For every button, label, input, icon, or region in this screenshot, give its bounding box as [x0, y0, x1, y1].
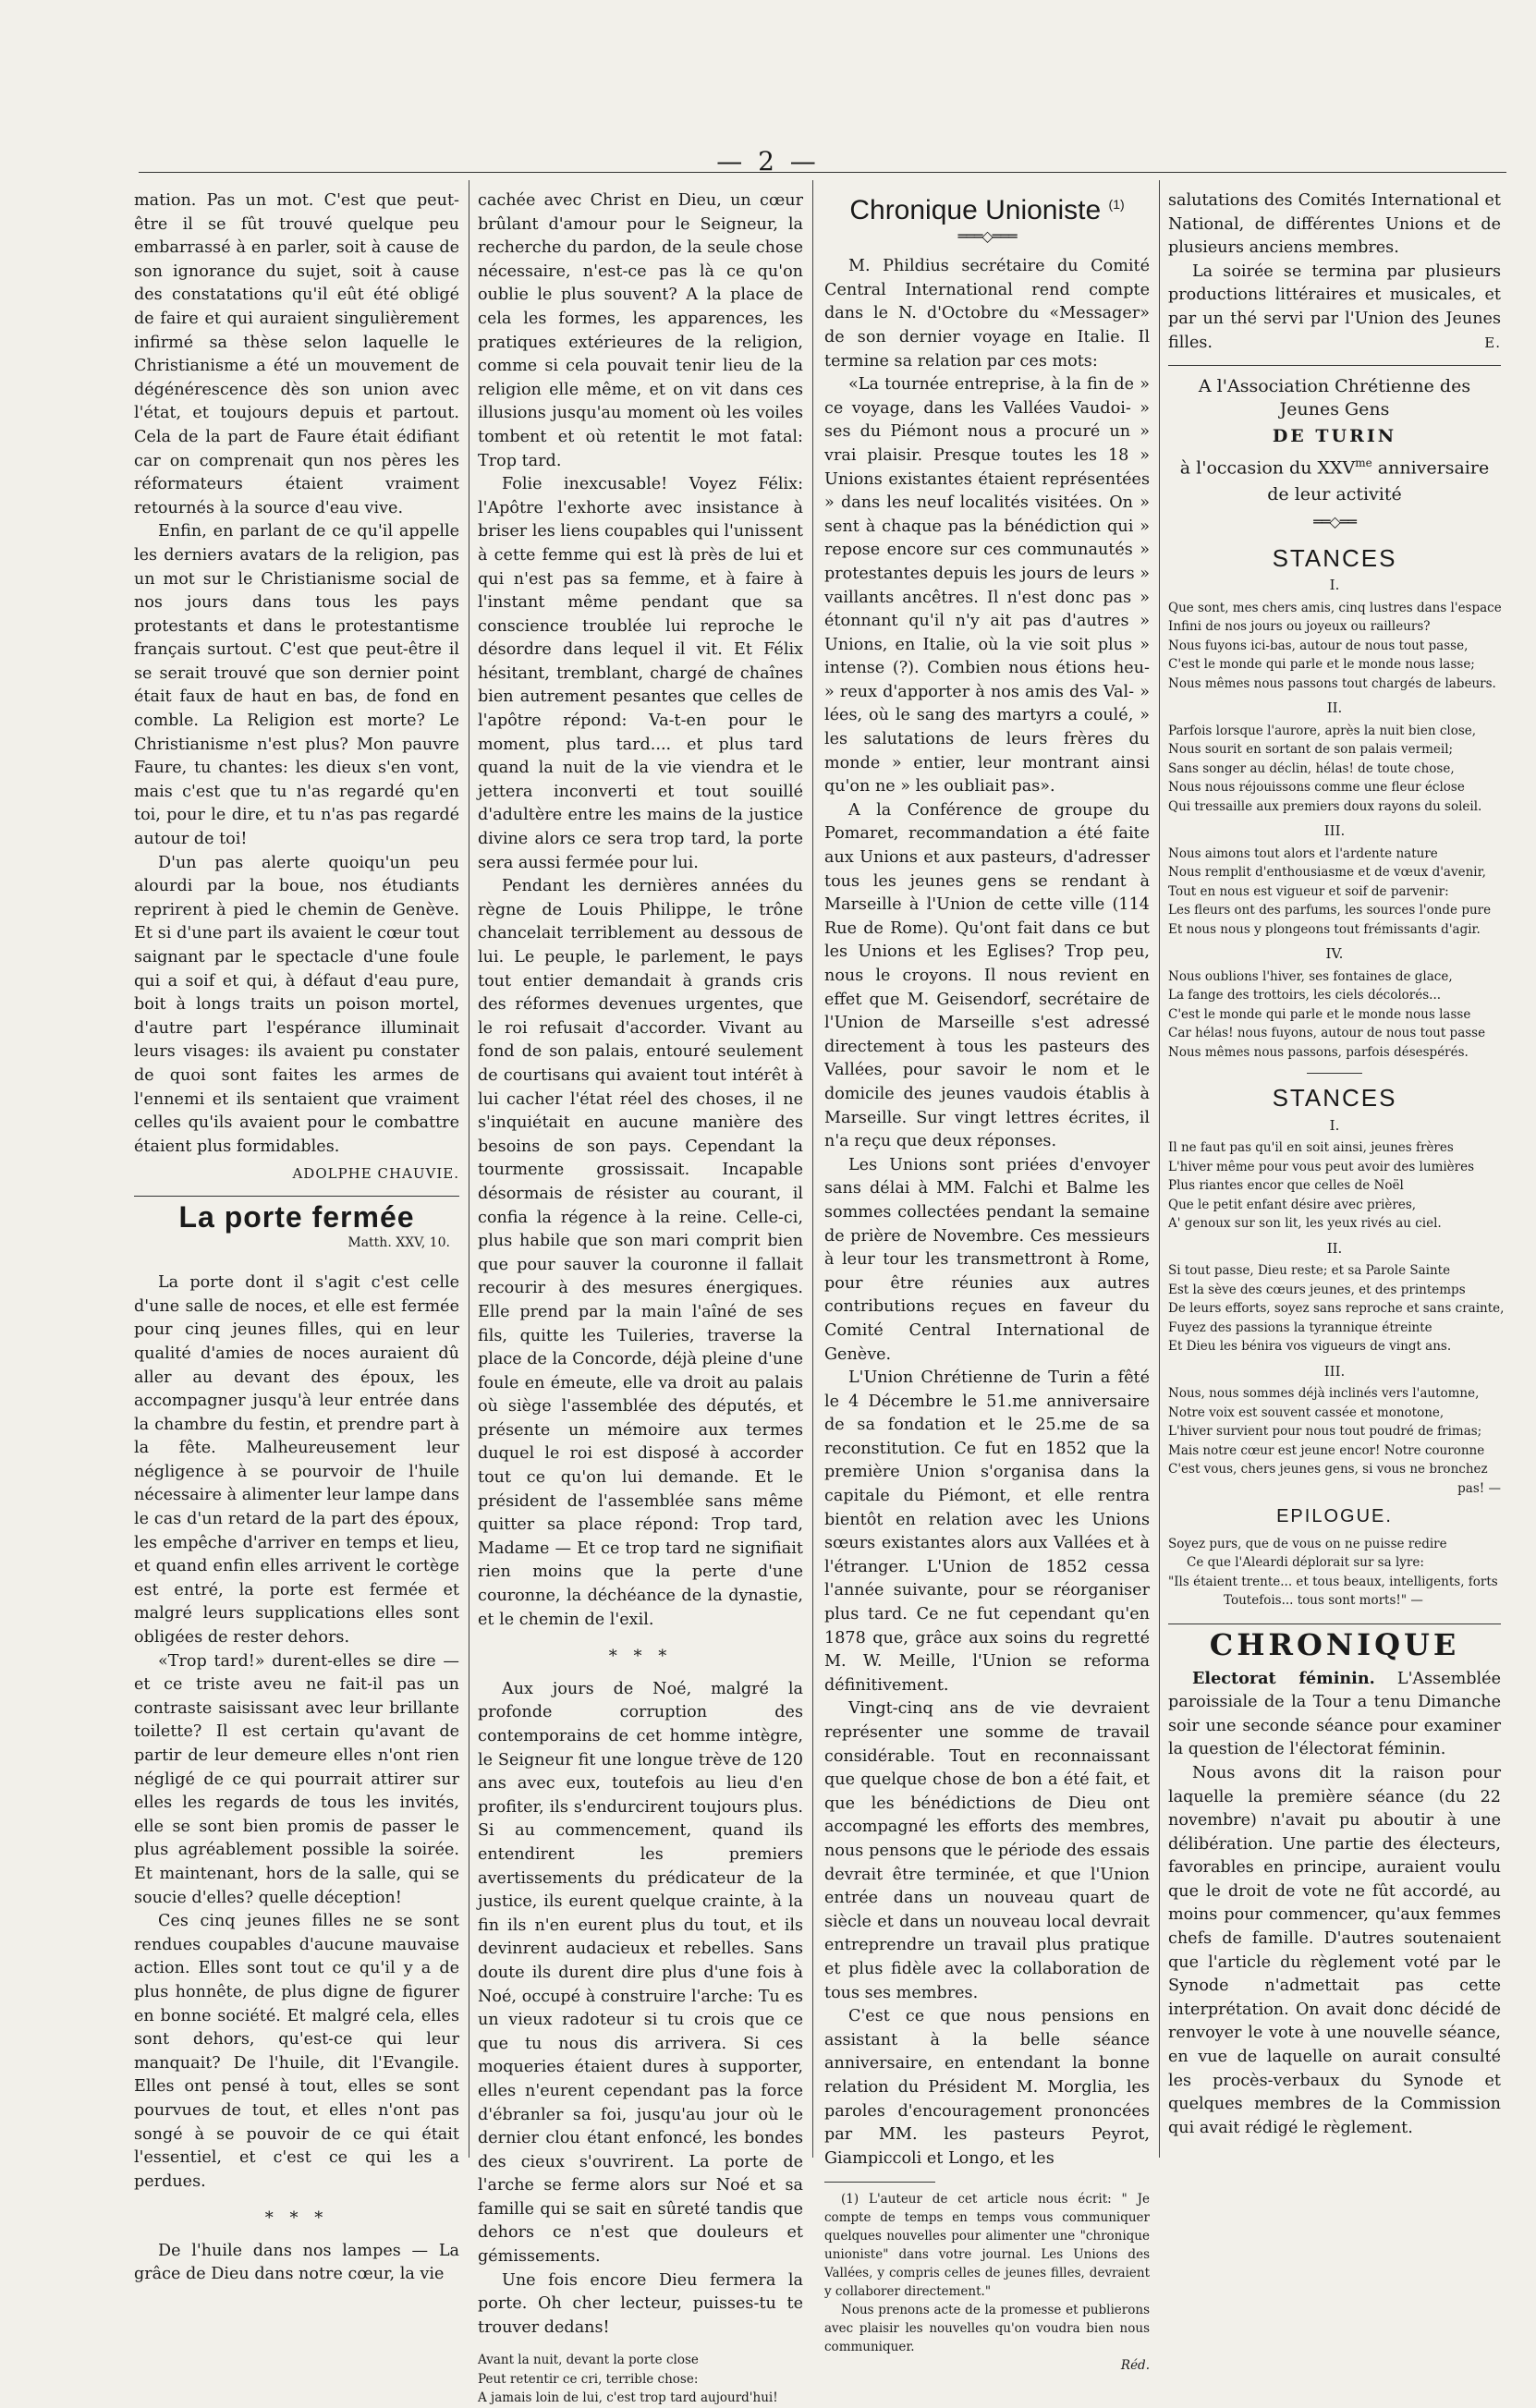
paragraph: cachée avec Christ en Dieu, un cœur brûlant d'amour pour le Seigneur, la recherche du pardon, de la seule chose nécessaire, n'est-ce pas là ce qu'on oublie le plus souvent? A la place de cela les formes, les apparences, les pratiques extérieures de la religion, comme si cela pouvait tenir lieu de la religion elle même, et on vit dans ces illusions jusqu'au moment où les voiles tombent et où retentit le mot fatal: Trop tard. — [478, 191, 803, 470]
section-title-text: Chronique Unioniste — [849, 195, 1102, 225]
stanza-number: III. — [1323, 822, 1346, 840]
verse-line: Et Dieu les bénira vos vigueurs de vingt ans. — [1168, 1339, 1452, 1355]
paragraph: Les Unions sont priées d'envoyer sans délai à MM. Falchi et Balme les sommes collectées pendant la semaine de prière de Novembre. Ces messieurs à leur tour les transmettront à Rome, pour être réunies aux autres contributions reçues en faveur du Comité Central International de Genève. — [824, 1155, 1150, 1364]
verse-line: Nous sourit en sortant de son palais vermeil; — [1168, 742, 1454, 758]
stanza-number: III. — [1323, 1362, 1346, 1380]
paragraph: Folie inexcusable! Voyez Félix: l'Apôtre l'exhorte avec insistance à briser les liens coupables qui l'unissent à cette femme qui est là près de lui et qui n'est pas sa femme, et à faire à l'instant même pendant que sa conscience troublée lui reproche le désordre dans lequel il vit. Et Félix hésitant, tremblant, chargé de chaînes bien autrement pesantes que celles de l'apôtre répond: Va-t-en pour le moment, plus tard.... et plus tard quand la nuit de la vie viendra et le jettera inconverti et tout souillé d'adultère entre les mains de la justice divine alors ce sera trop tard, la porte sera aussi fermée pour lui. — [478, 475, 803, 872]
paragraph — [1168, 1667, 1501, 1762]
paragraph: De l'huile dans nos lampes — La grâce de Dieu dans notre cœur, la vie — [134, 2241, 459, 2284]
author-signature: ADOLPHE CHAUVIE. — [292, 1165, 459, 1183]
poem-title: STANCES — [1272, 1084, 1397, 1113]
verse-line: "Ils étaient trente... et tous beaux, intelligents, forts — [1168, 1574, 1498, 1589]
section-title — [824, 193, 1150, 223]
dedication-line — [1168, 452, 1501, 480]
ornament-flourish: ═══◇═══ — [957, 226, 1017, 245]
poem-title: STANCES — [1272, 543, 1397, 572]
verse-line: A jamais loin de lui, c'est trop tard aujourd'hui! — [478, 2390, 778, 2406]
verse-line: Nous, nous sommes déjà inclinés vers l'automne, — [1168, 1386, 1480, 1402]
footnote-text: Nous prenons acte de la promesse et publierons avec plaisir les nouvelles qu'on voudra bien nous communiquer. — [824, 2303, 1150, 2355]
paragraph-text: L'Assemblée paroissiale de la Tour a tenu Dimanche soir une seconde séance pour examiner la question de l'électorat féminin. — [1168, 1669, 1501, 1759]
paragraph-lead: Electorat féminin. — [1192, 1668, 1375, 1688]
stanza-number: I. — [1329, 577, 1340, 594]
column-rule — [1159, 180, 1160, 2158]
poem-divider — [1307, 1073, 1362, 1074]
footnote-text: (1) L'auteur de cet article nous écrit: " Je compte de temps en temps vous communiquer quelques nouvelles pour alimenter une "chronique unioniste" dans votre journal. Les Unions des Vallées, y compris celles de jeunes filles, devraient y collaborer directement." — [824, 2192, 1150, 2300]
paragraph: salutations des Comités International et National, de différentes Unions et de plusieurs anciens membres. — [1168, 191, 1501, 258]
ordinal-suffix: me — [1355, 456, 1372, 469]
verse-line: Les fleurs ont des parfums, les sources l'onde pure — [1168, 903, 1492, 918]
verse-line: Nous remplit d'enthousiasme et de vœux d'avenir, — [1168, 865, 1486, 881]
section-divider — [1168, 365, 1501, 366]
verse-line: Que sont, mes chers amis, cinq lustres dans l'espace — [1168, 600, 1502, 615]
paragraph: L'Union Chrétienne de Turin a fêté le 4 Décembre le 51.me anniversaire de sa fondation et le 25.me de sa reconstitution. Ce fut en 1852 que la première Union s'organisa dans la capitale du Piémont, et elle rentra bientôt en relation avec les Unions sœurs existantes alors aux Vallées et à l'étranger. L'Union de 1852 cessa l'année suivante, pour se réorganiser plus tard. Ce ne fut cependant qu'en 1878 que, grâce aux soins du regretté M. W. Meille, l'Union se reforma définitivement. — [824, 1368, 1150, 1695]
paragraph: Aux jours de Noé, malgré la profonde corruption des contemporains de cet homme intègre, le Seigneur fit une longue trève de 120 ans avec eux, toutefois au lieu d'en profiter, ils s'endurcirent toujours plus. Si au commencement, quand ils entendirent les premiers avertissements du prédicateur de la justice, ils eurent quelque crainte, à la fin ils n'en eurent plus du tout, et ils devinrent audacieux et rebelles. Sans doute ils durent dire plus d'une fois à Noé, occupé à construire l'arche: Tu es un vieux radoteur si tu crois que ce que tu nous dis arrivera. Si ces moqueries étaient dures à supporter, elles n'eurent cependant pas la force d'ébranler sa foi, jusqu'au jour où le dernier clou étant enfoncé, les bondes des cieux s'ouvrirent. La porte de l'arche se ferme alors sur Noé et sa famille qui se sait en sûreté tandis que dehors ce n'est que douleurs et gémissements. — [478, 1679, 803, 2267]
verse-line: Nous mêmes nous passons, parfois désespérés. — [1168, 1044, 1469, 1060]
dedication-line: de leur activité — [1267, 484, 1402, 505]
paragraph: «Trop tard!» durent-elles se dire — et ce triste aveu ne fait-il pas un contraste saisissant avec leur brillante toilette? Il est certain qu'avant de partir de leur demeure elles n'ont rien négligé de ce qui pourrait attirer sur elles les regards de tous les invités, elle se sont bien promis de passer le plus agréablement possible la soirée. Et maintenant, hors de la salle, qui se soucie d'elles? quelle déception! — [134, 1651, 459, 1907]
quotation: «La tournée entreprise, à la fin de » ce voyage, dans les Vallées Vaudoi- » ses du Piémont nous a procuré un » vrai plaisir. Presque toutes les 18 » Unions existantes étaient représentées » dans les neuf localités visitées. On » sent à chaque pas la bénédiction qui » repose encore sur ces communautés » protestantes depuis les jours de leurs » vaillants ancêtres. Il n'est donc pas » étonnant qu'il n'y ait pas d'autres » Unions, en Italie, où la vie soit plus » intense (?). Combien nous étions heu- » reux d'apporter à nos amis des Val- » lées, où le sang des martyrs a coulé, » les salutations de leurs frères du monde » entier, leur montrant ainsi qu'on ne » les oubliait pas». — [824, 375, 1150, 797]
verse-line: Est la sève des cœurs jeunes, et des printemps — [1168, 1282, 1466, 1297]
verse-line: De leurs efforts, soyez sans reproche et sans crainte, — [1168, 1301, 1505, 1317]
paragraph: Ces cinq jeunes filles ne se sont rendues coupables d'aucune mauvaise action. Elles sont tout ce qu'il y a de plus honnête, de plus digne de figurer en bonne société. Et malgré cela, elles sont dehors, qu'est-ce qui leur manquait? De l'huile, dit l'Evangile. Elles ont pensé à tout, elles se sont pourvues de tout, et elles n'ont pas songé à se pouvoir de ce qui était l'essentiel, et c'est ce qui les a perdues. — [134, 1912, 459, 2191]
verse-line: Plus riantes encor que celles de Noël — [1168, 1178, 1404, 1194]
verse-line: Notre voix est souvent cassée et monotone, — [1168, 1405, 1445, 1420]
dedication-city: DE TURIN — [1272, 425, 1397, 446]
paragraph: Nous avons dit la raison pour laquelle la première séance (du 22 novembre) n'avait pu aboutir à une délibération. Une partie des électeurs, favorables en principe, auraient voulu que le droit de vote ne fût accordé, au moins pour commencer, qu'aux femmes chefs de famille. D'autres soutenaient que l'article du règlement voté par le Synode n'admettait pas cette interprétation. On avait donc décidé de renvoyer le vote à une nouvelle séance, en vue de laquelle on aurait consulté les procès-verbaux du Synode et quelques membres de la Commission qui avait rédigé le règlement. — [1168, 1763, 1501, 2137]
paragraph: A la Conférence de groupe du Pomaret, recommandation a été faite aux Unions et aux pasteurs, d'adresser tous les jeunes gens se rendant à Marseille à l'Union de cette ville (114 Rue de Rome). Qu'ont fait dans ce but les Unions et les Eglises? Trop peu, nous le croyons. Il nous revient en effet que M. Geisendorf, secrétaire de l'Union de Marseille s'est adressé directement à tous les pasteurs des Vallées, pour savoir le nom et le domicile des jeunes vaudois établis à Marseille. Sur vingt lettres écrites, il n'a reçu que deux réponses. — [824, 800, 1150, 1151]
verse-line: Nous nous réjouissons comme une fleur éclose — [1168, 780, 1465, 796]
author-signature: E. — [1484, 334, 1501, 352]
verse-line: Peut retentir ce cri, terrible chose: — [478, 2371, 699, 2387]
epilogue-title: EPILOGUE. — [1276, 1506, 1393, 1527]
paragraph: Pendant les dernières années du règne de Louis Philippe, le trône chancelait terriblement au dessous de lui. Le peuple, le parlement, le pays tout entier demandait à grands cris des réformes devenues urgentes, que le roi refusait d'accorder. Vivant au fond de son palais, entouré seulement de courtisans qui avaient tout intérêt à lui cacher l'état réel des choses, il ne s'inquiétait en aucune manière des besoins de son pays. Cependant la tourmente grossissait. Incapable désormais de résister au courant, il confia la régence à la reine. Celle-ci, plus habile que son mari comprit bien que pour sauver la couronne il fallait recourir à des mesures énergiques. Elle prend par la main l'aîné de ses fils, quitte les Tuileries, traverse la place de la Concorde, déjà pleine d'une foule en émeute, elle va droit au palais où siège l'assemblée des députés, et présente un mémoire aux termes duquel le roi est disposé à accorder tout ce qu'on lui demande. Et le président de l'assemblée sans même quitter sa place répond: Trop tard, Madame — Et ce trop tard ne signifiait rien moins que la perte d'une couronne, la déchéance de la dynastie, et le chemin de l'exil. — [478, 877, 803, 1629]
footnote-rule — [824, 2182, 935, 2183]
verse-line: Nous oublions l'hiver, ses fontaines de glace, — [1168, 968, 1453, 984]
verse-line: Car hélas! nous fuyons, autour de nous tout passe — [1168, 1026, 1486, 1041]
verse-line: Si tout passe, Dieu reste; et sa Parole Sainte — [1168, 1263, 1451, 1279]
verse-line: Qui tressaille aux premiers doux rayons du soleil. — [1168, 798, 1482, 814]
paragraph: M. Phildius secrétaire du Comité Central International rend compte dans le N. d'Octobre du «Messager» de son dernier voyage en Italie. Il termine sa relation par ces mots: — [824, 257, 1150, 371]
page-number: — 2 — — [716, 146, 820, 176]
verse-line: Ce que l'Aleardi déplorait sur sa lyre: — [1187, 1555, 1424, 1571]
verse-line: L'hiver même pour vous peut avoir des lumières — [1168, 1159, 1475, 1174]
verse-line: Nous aimons tout alors et l'ardente nature — [1168, 845, 1438, 861]
stanza-number: I. — [1329, 1116, 1340, 1134]
stanza-number: IV. — [1325, 945, 1344, 963]
verse-line: Avant la nuit, devant la porte close — [478, 2353, 699, 2368]
section-stars: * * * — [608, 1647, 673, 1667]
verse-line: Et nous nous y plongeons tout frémissants d'agir. — [1168, 921, 1481, 937]
column-rule — [812, 180, 813, 2158]
stanza-number: II. — [1326, 699, 1343, 717]
verse-line: C'est vous, chers jeunes gens, si vous ne bronchez — [1168, 1462, 1488, 1478]
verse-line: Mais notre cœur est jeune encor! Notre couronne — [1168, 1442, 1485, 1458]
chronique-title: CHRONIQUE — [1209, 1626, 1460, 1662]
verse-line: Il ne faut pas qu'il en soit ainsi, jeunes frères — [1168, 1140, 1454, 1156]
verse-line: Tout en nous est vigueur et soif de parvenir: — [1168, 883, 1449, 899]
verse-line: Nous fuyons ici-bas, autour de nous tout passe, — [1168, 638, 1469, 653]
stanza-number: II. — [1326, 1239, 1343, 1257]
dedication-text: à l'occasion du XXV — [1179, 457, 1356, 479]
section-divider — [134, 1196, 459, 1197]
paragraph: La soirée se termina par plusieurs productions littéraires et musicales, et par un thé servi par l'Union des Jeunes filles. — [1168, 261, 1501, 352]
footnote — [824, 2190, 1150, 2375]
dedication-text: anniversaire — [1371, 457, 1490, 479]
verse-line: Toutefois... tous sont morts!" — — [1224, 1593, 1423, 1609]
verse-line: Infini de nos jours ou joyeux ou railleurs? — [1168, 619, 1431, 635]
verse-line: Parfois lorsque l'aurore, après la nuit bien close, — [1168, 723, 1477, 738]
paragraph: La porte dont il s'agit c'est celle d'une salle de noces, et elle est fermée pour cinq jeunes filles, qui en leur qualité d'amies de noces auraient dû aller au devant des époux, les accompagner jusqu'à leur entrée dans la chambre du festin, et prendre part à la fête. Malheureusement leur négligence à se pourvoir de l'huile nécessaire à alimenter leur lampe dans le cas d'un retard de la part des époux, les empêche d'arriver en temps et lieu, et quand enfin elles arrivent le cortège est entré, la porte est fermée et malgré leurs supplications elles sont obligées de rester dehors. — [134, 1273, 459, 1648]
paragraph: Une fois encore Dieu fermera la porte. Oh cher lecteur, puisses-tu te trouver dedans! — [478, 2270, 803, 2337]
verse-line: C'est le monde qui parle et le monde nous lasse — [1168, 1006, 1471, 1022]
verse-line: Sans songer au déclin, hélas! de toute chose, — [1168, 760, 1455, 776]
column-2 — [478, 189, 803, 2408]
verse-line: Nous mêmes nous passons tout chargés de labeurs. — [1168, 675, 1496, 691]
column-4 — [1168, 189, 1505, 2140]
verse-line: A' genoux sur son lit, les yeux rivés au ciel. — [1168, 1216, 1442, 1232]
column-3 — [824, 189, 1150, 2375]
ornament-flourish: ══◇══ — [1313, 513, 1356, 531]
paragraph: mation. Pas un mot. C'est que peut-être il se fût trouvé quelque peu embarrassé à en parler, soit à cause de son ignorance du sujet, soit à cause des constatations qu'il eût été obligé de faire et qui auraient singulièrement infirmé sa thèse selon laquelle le Christianisme a été un mouvement de dégénérescence dès son union avec l'état, et toujours depuis et partout. Cela de la part de Faure était édifiant car on comprenait qun nos pères les réformateurs étaient vraiment retournés à la source d'eau vive. — [134, 191, 459, 517]
verse-line: Fuyez des passions la tyrannique étreinte — [1168, 1320, 1432, 1335]
dedication-line: A l'Association Chrétienne des Jeunes Gens — [1198, 375, 1471, 420]
verse-line: L'hiver survient pour nous tout poudré de frimas; — [1168, 1424, 1482, 1440]
footnote-marker: (1) — [1108, 197, 1125, 212]
paragraph: C'est ce que nous pensions en assistant à la belle séance anniversaire, en entendant la bonne relation du Président M. Morglia, les paroles d'encouragement prononcées par MM. les pasteurs Peyrot, Giampiccoli et Longo, et les — [824, 2007, 1150, 2168]
verse-line: C'est le monde qui parle et le monde nous lasse; — [1168, 657, 1475, 673]
column-1 — [134, 189, 459, 2287]
paragraph: Vingt-cinq ans de vie devraient représenter une somme de travail considérable. Tout en reconnaissant que quelque chose de bon a été fait, et que les bénédictions de Dieu ont accompagné les efforts des membres, nous pensons que le période des essais devrait être terminée, et que l'Union entrée dans un nouveau quart de siècle et dans un nouveau local devrait entreprendre un travail plus pratique et plus fidèle avec la collaboration de tous ses membres. — [824, 1699, 1150, 2002]
scripture-reference: Matth. XXV, 10. — [347, 1234, 450, 1250]
epilogue-verse — [1168, 1535, 1501, 1611]
article-title: La porte fermée — [178, 1199, 415, 1234]
verse-line: Que le petit enfant désire avec prières, — [1168, 1197, 1417, 1212]
poem-stanzas — [1168, 576, 1501, 1062]
paragraph: D'un pas alerte quoiqu'un peu alourdi par la boue, nos étudiants reprirent à pied le chemin de Genève. Et si d'une part ils avaient le cœur tout saignant par le spectacle d'une foule qui a soif et qui, à défaut d'eau pure, boit à longs traits un poison mortel, d'autre part l'espérance illuminait leurs visages: ils avaient pu constater de quoi sont faites les armes de l'ennemi et ils sentaient que vraiment celles qu'ils avaient pour le combattre étaient plus formidables. — [134, 853, 459, 1156]
footnote-signature: Réd. — [1120, 2358, 1150, 2374]
verse-line-end: pas! — — [1457, 1480, 1501, 1496]
closing-verse — [478, 2351, 803, 2408]
poem-stanzas — [1168, 1116, 1505, 1499]
paragraph: Enfin, en parlant de ce qu'il appelle les derniers avatars de la religion, pas un mot sur le Christianisme social de nos jours dans tous les pays protestants et dans le protestantisme français surtout. C'est que peut-être il se serait trouvé que son dernier point était faux de haut en bas, de fond en comble. La Religion est morte? Le Christianisme n'est plus? Mon pauvre Faure, tu chantes: les dieux s'en vont, mais c'est que tu n'as regardé qu'en toi, pour le dire, et tu n'as pas regardé autour de toi! — [134, 522, 459, 849]
verse-line: Soyez purs, que de vous on ne puisse redire — [1168, 1536, 1447, 1551]
verse-line: La fange des trottoirs, les ciels décolorés... — [1168, 988, 1442, 1003]
section-stars: * * * — [264, 2208, 329, 2229]
